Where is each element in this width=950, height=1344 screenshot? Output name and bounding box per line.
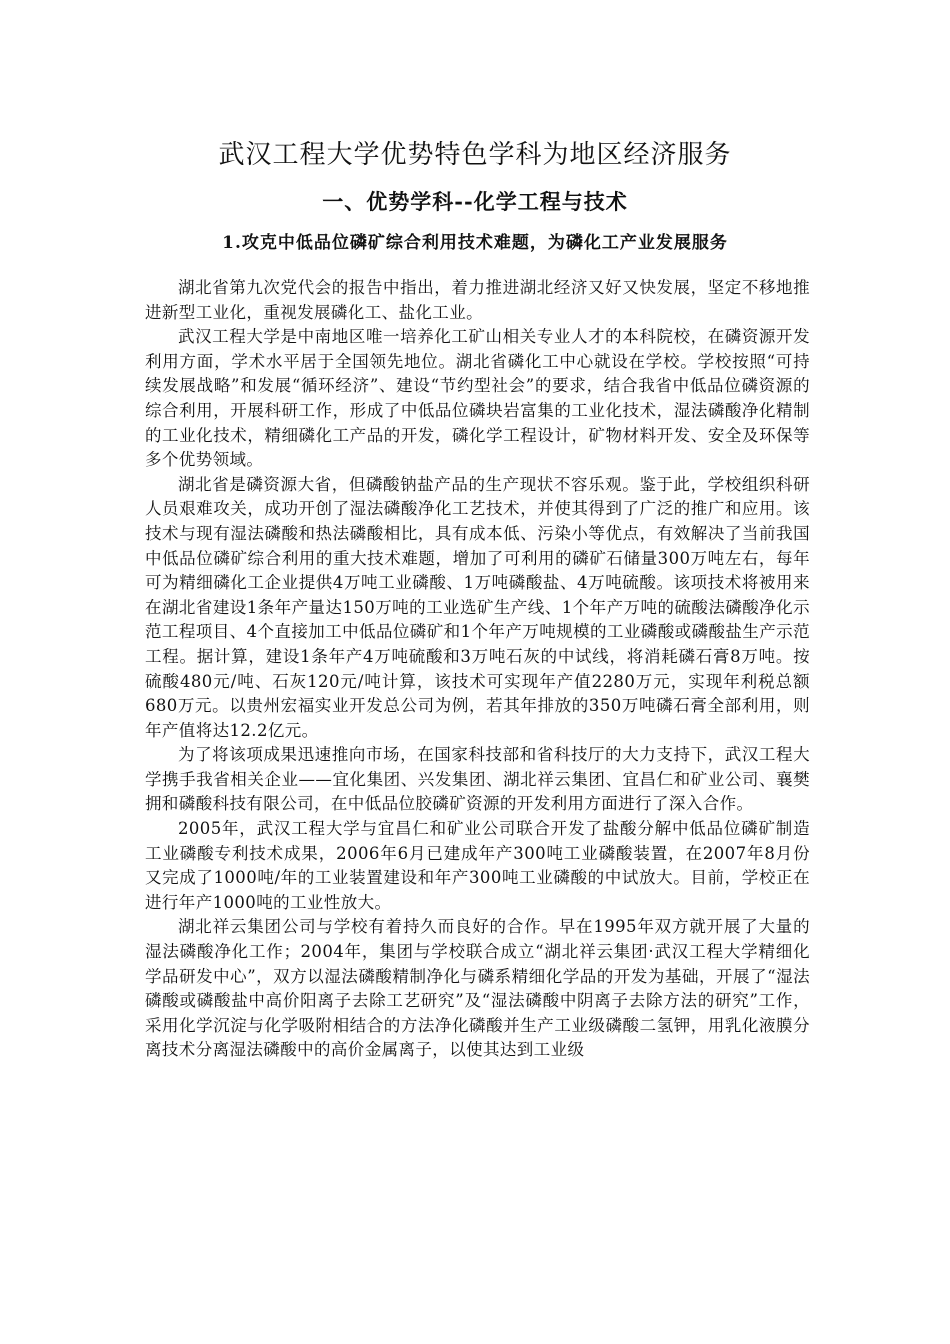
paragraph-5: 2005年，武汉工程大学与宜昌仁和矿业公司联合开发了盐酸分解中低品位磷矿制造工业磷酸专利技术成果，2006年6月已建成年产300吨工业磷酸装置，在2007年8月份又完成了1000吨/年的工业装置建设和年产300吨工业磷酸的中试放大。目前，学校正在进行年产1000吨的工业性放大。 [145,819,810,912]
paragraph-3: 湖北省是磷资源大省，但磷酸钠盐产品的生产现状不容乐观。鉴于此，学校组织科研人员艰难攻关，成功开创了湿法磷酸净化工艺技术，并使其得到了广泛的推广和应用。该技术与现有湿法磷酸和热法磷酸相比，具有成本低、污染小等优点，有效解决了当前我国中低品位磷矿综合利用的重大技术难题，增加了可利用的磷矿石储量300万吨左右，每年可为精细磷化工企业提供4万吨工业磷酸、1万吨磷酸盐、4万吨硫酸。该项技术将被用来在湖北省建设1条年产量达150万吨的工业选矿生产线、1个年产万吨的硫酸法磷酸净化示范工程项目、4个直接加工中低品位磷矿和1个年产万吨规模的工业磷酸或磷酸盐生产示范工程。据计算，建设1条年产4万吨硫酸和3万吨石灰的中试线，将消耗磷石膏8万吨。按硫酸480元/吨、石灰120元/吨计算，该技术可实现年产值2280万元，实现年利税总额680万元。以贵州宏福实业开发总公司为例，若其年排放的350万吨磷石膏全部利用，则年产值将达12.2亿元。 [145,474,810,740]
document-title: 武汉工程大学优势特色学科为地区经济服务 [218,140,732,170]
document-body [145,276,810,1063]
paragraph-6: 湖北祥云集团公司与学校有着持久而良好的合作。早在1995年双方就开展了大量的湿法磷酸净化工作；2004年，集团与学校联合成立“湖北祥云集团·武汉工程大学精细化学品研发中心”，双方以湿法磷酸精制净化与磷系精细化学品的开发为基础，开展了“湿法磷酸或磷酸盐中高价阳离子去除工艺研究”及“湿法磷酸中阴离子去除方法的研究”工作，采用化学沉淀与化学吸附相结合的方法净化磷酸并生产工业级磷酸二氢钾，用乳化液膜分离技术分离湿法磷酸中的高价金属离子，以使其达到工业级 [145,917,810,1060]
section-heading: 一、优势学科--化学工程与技术 [322,189,628,214]
paragraph-2: 武汉工程大学是中南地区唯一培养化工矿山相关专业人才的本科院校，在磷资源开发利用方面，学术水平居于全国领先地位。湖北省磷化工中心就设在学校。学校按照“可持续发展战略”和发展“循环经济”、建设“节约型社会”的要求，结合我省中低品位磷资源的综合利用，开展科研工作，形成了中低品位磷块岩富集的工业化技术，湿法磷酸净化精制的工业化技术，精细磷化工产品的开发，磷化学工程设计，矿物材料开发、安全及环保等多个优势领域。 [145,327,810,470]
sub-heading: 1.攻克中低品位磷矿综合利用技术难题，为磷化工产业发展服务 [222,233,728,253]
paragraph-1: 湖北省第九次党代会的报告中指出，着力推进湖北经济又好又快发展，坚定不移地推进新型工业化，重视发展磷化工、盐化工业。 [145,278,810,322]
paragraph-4: 为了将该项成果迅速推向市场，在国家科技部和省科技厅的大力支持下，武汉工程大学携手我省相关企业——宜化集团、兴发集团、湖北祥云集团、宜昌仁和矿业公司、襄樊拥和磷酸科技有限公司，在中低品位胶磷矿资源的开发利用方面进行了深入合作。 [145,745,810,814]
